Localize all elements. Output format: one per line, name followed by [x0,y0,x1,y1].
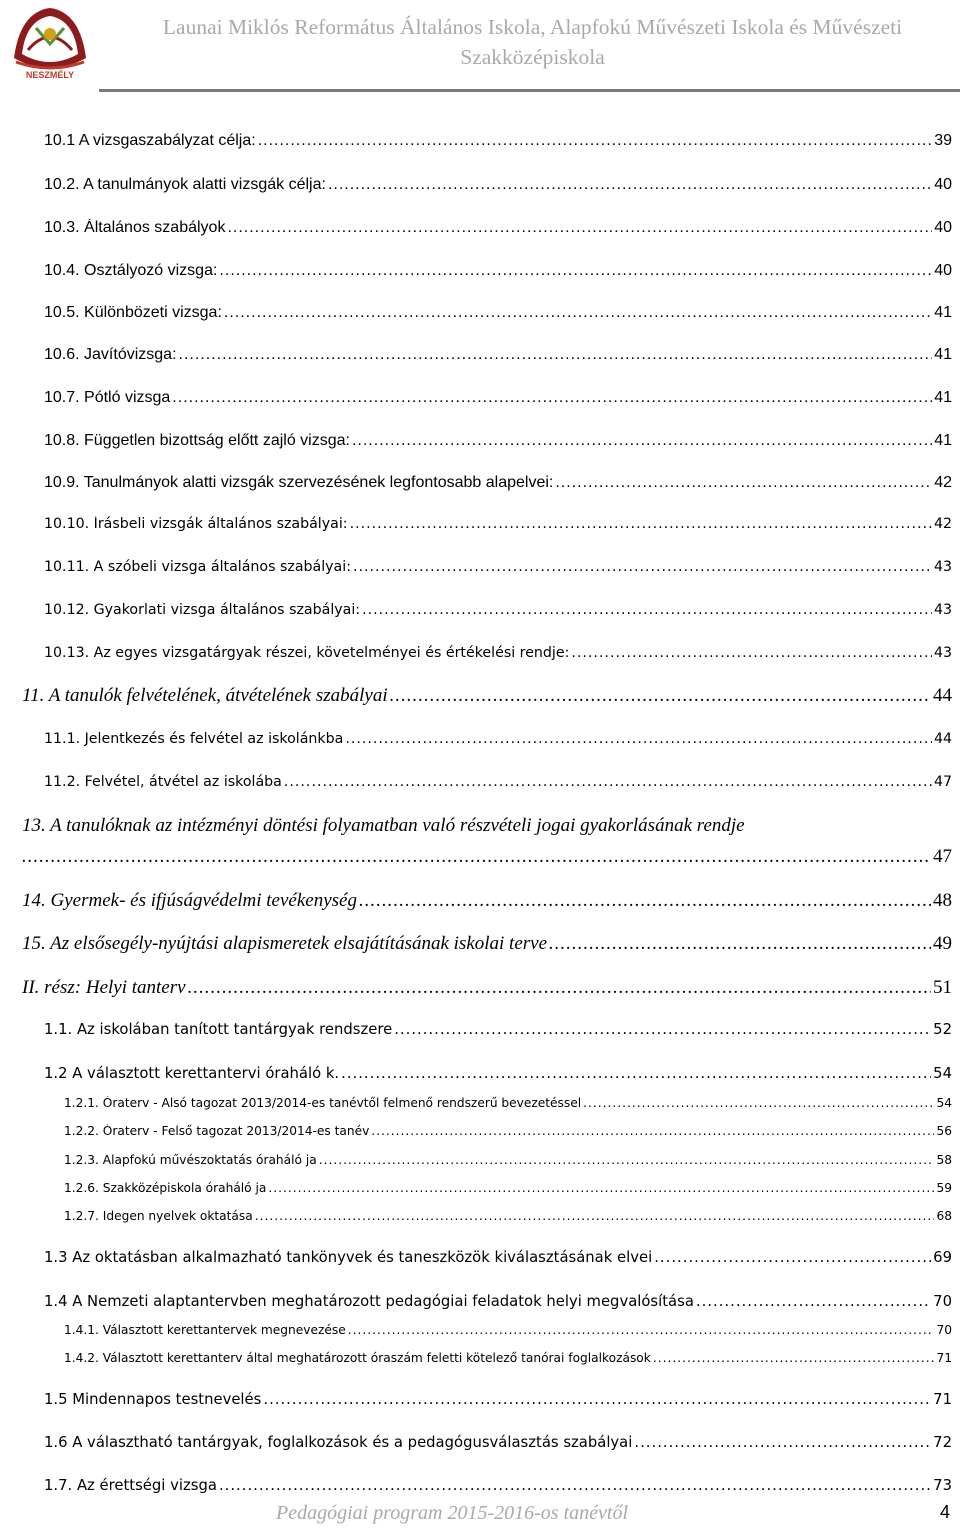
footer-text: Pedagógiai program 2015-2016-os tanévtől [276,1502,629,1524]
toc-section[interactable]: 11. A tanulók felvételének, átvételének szabályai ..... 44 [22,685,952,707]
toc-subentry[interactable]: 1.2.7. Idegen nyelvek oktatása ..... 68 [64,1209,952,1223]
toc-entry[interactable]: 10.1 A vizsgaszabályzat célja: ..... 39 [44,132,952,150]
toc-entry[interactable]: 1.6 A választható tantárgyak, foglalkozások és a pedagógusválasztás szabályai ..... 72 [44,1434,952,1451]
toc-entry[interactable]: 10.3. Általános szabályok ..... 40 [44,219,952,237]
toc-entry[interactable]: 10.9. Tanulmányok alatti vizsgák szervezésének legfontosabb alapelvei: ..... 42 [44,474,952,492]
toc-entry[interactable]: 10.12. Gyakorlati vizsga általános szabályai: ..... 43 [44,602,952,618]
page-number: 4 [940,1502,951,1522]
toc-entry[interactable]: 10.2. A tanulmányok alatti vizsgák célja: ..... 40 [44,176,952,194]
header-title: Launai Miklós Református Általános Iskola, Alapfokú Művészeti Iskola és Művészeti Szakközépiskola [162,15,903,69]
toc-part[interactable]: II. rész: Helyi tanterv ..... 51 [22,977,952,999]
toc-entry[interactable]: 10.13. Az egyes vizsgatárgyak részei, követelményei és értékelési rendje: ..... 43 [44,645,952,661]
toc-subentry[interactable]: 1.2.6. Szakközépiskola óraháló ja ..... 59 [64,1181,952,1195]
toc-section-continued[interactable]: ..... 47 [22,846,952,868]
toc-entry[interactable]: 10.8. Független bizottság előtt zajló vizsga: ..... 41 [44,432,952,450]
toc-section[interactable]: 14. Gyermek- és ifjúságvédelmi tevékenység ..... 48 [22,890,952,912]
toc-section[interactable]: 13. A tanulóknak az intézményi döntési folyamatban való részvételi jogai gyakorlásának rendje [22,815,745,836]
toc-entry[interactable]: 1.2 A választott kerettantervi óraháló k. ..... 54 [44,1065,952,1082]
toc-entry[interactable]: 10.6. Javítóvizsga: ..... 41 [44,346,952,364]
school-logo [6,4,94,72]
toc-entry[interactable]: 11.1. Jelentkezés és felvétel az iskolánkba ..... 44 [44,731,952,747]
toc-subentry[interactable]: 1.2.2. Óraterv - Felső tagozat 2013/2014-es tanév ..... 56 [64,1124,952,1138]
toc-subentry[interactable]: 1.2.3. Alapfokú művészoktatás óraháló ja ..... 58 [64,1153,952,1167]
toc-entry[interactable]: 10.10. Írásbeli vizsgák általános szabályai: ..... 42 [44,516,952,532]
toc-entry[interactable]: 10.5. Különbözeti vizsga: ..... 41 [44,304,952,322]
toc-subentry[interactable]: 1.4.2. Választott kerettanterv által meghatározott óraszám feletti kötelező tanórai foglalkozások ..... 71 [64,1351,952,1365]
page-header [0,0,960,100]
toc-entry[interactable]: 1.4 A Nemzeti alaptantervben meghatározott pedagógiai feladatok helyi megvalósítása ..... 70 [44,1293,952,1310]
toc-entry[interactable]: 10.11. A szóbeli vizsga általános szabályai: ..... 43 [44,559,952,575]
header-divider [99,89,960,92]
toc-entry[interactable]: 1.1. Az iskolában tanított tantárgyak rendszere ..... 52 [44,1021,952,1038]
toc-subentry[interactable]: 1.2.1. Óraterv - Alsó tagozat 2013/2014-es tanévtől felmenő rendszerű bevezetéssel ..... 54 [64,1096,952,1110]
toc-entry[interactable]: 11.2. Felvétel, átvétel az iskolába ..... 47 [44,774,952,790]
toc-entry[interactable]: 1.7. Az érettségi vizsga ..... 73 [44,1477,952,1494]
toc-entry[interactable]: 1.5 Mindennapos testnevelés ..... 71 [44,1391,952,1408]
toc-entry[interactable]: 1.3 Az oktatásban alkalmazható tankönyvek és taneszközök kiválasztásának elvei ..... 69 [44,1249,952,1266]
toc-subentry[interactable]: 1.4.1. Választott kerettantervek megnevezése ..... 70 [64,1323,952,1337]
toc-section[interactable]: 15. Az elsősegély-nyújtási alapismeretek elsajátításának iskolai terve ..... 49 [22,933,952,955]
logo-caption: NESZMÉLY [25,70,75,80]
toc-entry[interactable]: 10.7. Pótló vizsga ..... 41 [44,389,952,407]
toc-entry[interactable]: 10.4. Osztályozó vizsga: ..... 40 [44,262,952,280]
